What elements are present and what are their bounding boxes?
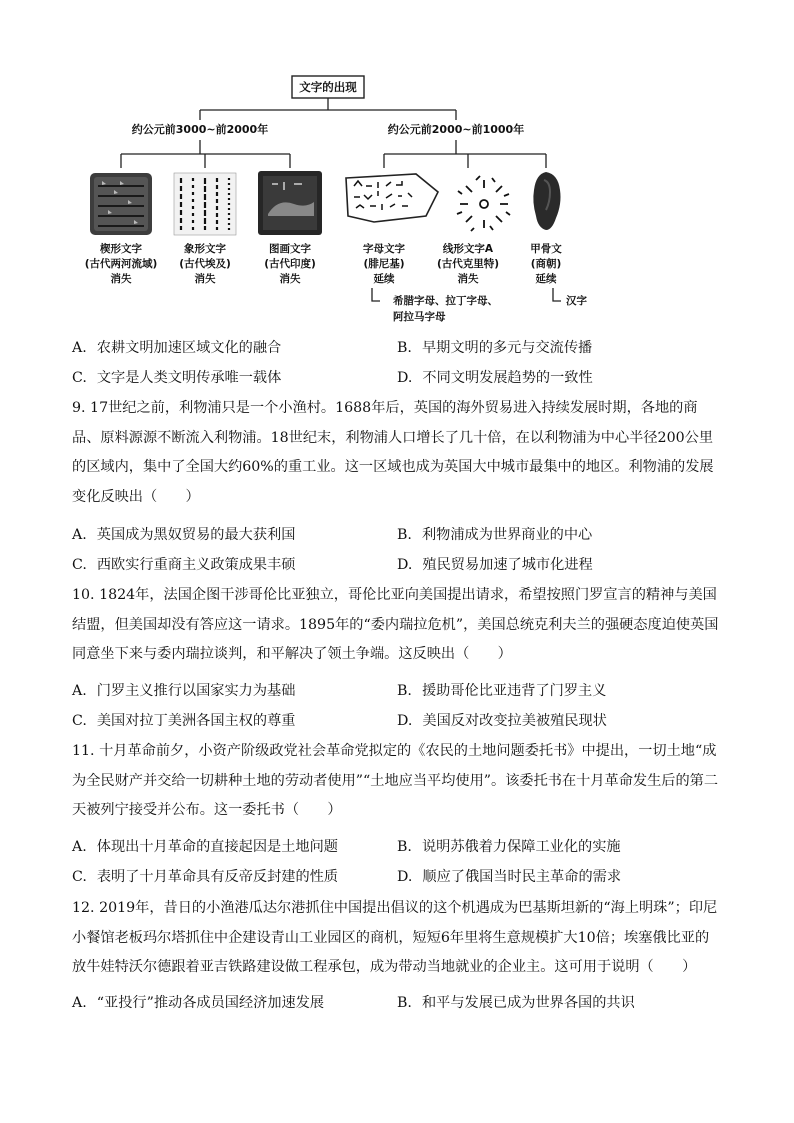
script-label-cuneiform [85, 242, 158, 285]
script-label-linear-a [437, 242, 499, 285]
q9-stem: 9. 17世纪之前，利物浦只是一个小渔村。1688年后，英国的海外贸易进入持续发展时期，各地的商品、原料源源不断流入利物浦。18世纪末，利物浦人口增长了几十倍，在以利物浦为中心半径200公里的区域内，集中了全国大约60%的重工业。这一区域也成为英国大中城市最集中的地区。利物浦的发展变化反映出（ ） [72, 400, 714, 505]
oracle-bone-icon [533, 172, 560, 230]
branch-connector-late [384, 140, 546, 168]
q11-option-a[interactable]: A. 体现出十月革命的直接起因是土地问题 [72, 839, 338, 855]
svg-text:线形文字A: 线形文字A [442, 243, 494, 255]
cuneiform-tablet-icon [90, 173, 152, 235]
svg-text:消失: 消失 [110, 273, 132, 285]
q11-option-c[interactable]: C. 表明了十月革命具有反帝反封建的性质 [72, 869, 339, 885]
q8-option-b[interactable]: B. 早期文明的多元与交流传播 [397, 340, 593, 356]
svg-text:(古代印度): (古代印度) [264, 258, 316, 270]
q10-option-a[interactable]: A. 门罗主义推行以国家实力为基础 [72, 683, 296, 699]
q12-option-a[interactable]: A. “亚投行”推动各成员国经济加速发展 [72, 995, 325, 1011]
q8-option-d[interactable]: D. 不同文明发展趋势的一致性 [397, 370, 593, 386]
svg-text:延续: 延续 [535, 273, 557, 285]
svg-text:(腓尼基): (腓尼基) [363, 258, 405, 270]
period-label-early: 约公元前3000~前2000年 [131, 123, 269, 136]
svg-text:(商朝): (商朝) [530, 258, 562, 270]
q8-option-c[interactable]: C. 文字是人类文明传承唯一载体 [72, 370, 282, 386]
q11-option-d[interactable]: D. 顺应了俄国当时民主革命的需求 [397, 869, 622, 885]
svg-text:图画文字: 图画文字 [269, 243, 311, 255]
q10-stem: 10. 1824年，法国企图干涉哥伦比亚独立，哥伦比亚向美国提出请求，希望按照门罗宣言的精神与美国结盟，但美国却没有答应这一请求。1895年的“委内瑞拉危机”，美国总统克利夫兰的强硬态度迫使英国同意坐下来与委内瑞拉谈判，和平解决了领土争端。这反映出（ ） [72, 587, 719, 662]
q9-option-c[interactable]: C. 西欧实行重商主义政策成果丰硕 [72, 557, 296, 573]
svg-text:消失: 消失 [194, 273, 216, 285]
derivative-bracket-alphabetic [372, 288, 380, 301]
q10-option-b[interactable]: B. 援助哥伦比亚违背了门罗主义 [397, 683, 607, 699]
q9-option-b[interactable]: B. 利物浦成为世界商业的中心 [397, 527, 593, 543]
script-label-hieroglyph [179, 242, 231, 285]
derivative-chinese-characters: 汉字 [566, 295, 587, 307]
svg-text:(古代两河流域): (古代两河流域) [84, 258, 158, 270]
svg-text:楔形文字: 楔形文字 [100, 243, 142, 255]
writing-origins-diagram [0, 0, 794, 330]
svg-text:字母文字: 字母文字 [363, 243, 405, 255]
svg-text:甲骨文: 甲骨文 [530, 243, 562, 255]
svg-text:消失: 消失 [457, 273, 479, 285]
q10-option-d[interactable]: D. 美国反对改变拉美被殖民现状 [397, 713, 607, 729]
script-label-oracle-bone [530, 242, 562, 285]
script-label-pictographic [264, 242, 316, 285]
q11-stem: 11. 十月革命前夕，小资产阶级政党社会革命党拟定的《农民的土地问题委托书》中提出，一切土地“成为全民财产并交给一切耕种土地的劳动者使用”“土地应当平均使用”。该委托书在十月革命发生后的第二天被列宁接受并公布。这一委托书（ ） [72, 743, 719, 818]
svg-text:象形文字: 象形文字 [184, 243, 226, 255]
q10-option-c[interactable]: C. 美国对拉丁美洲各国主权的尊重 [72, 713, 296, 729]
diagram-title: 文字的出现 [299, 80, 357, 94]
hieroglyph-inscription-icon [174, 173, 236, 235]
svg-text:消失: 消失 [279, 273, 301, 285]
phaistos-disc-icon [457, 176, 510, 231]
svg-text:(古代克里特): (古代克里特) [436, 258, 500, 270]
period-label-late: 约公元前2000~前1000年 [387, 123, 525, 136]
derivative-bracket-oracle [553, 288, 561, 301]
svg-text:延续: 延续 [373, 273, 395, 285]
script-label-alphabetic [363, 242, 405, 285]
q9-option-d[interactable]: D. 殖民贸易加速了城市化进程 [397, 557, 593, 573]
q9-option-a[interactable]: A. 英国成为黑奴贸易的最大获利国 [72, 527, 296, 543]
svg-text:(古代埃及): (古代埃及) [179, 258, 231, 270]
q12-option-b[interactable]: B. 和平与发展已成为世界各国的共识 [397, 995, 635, 1011]
indus-seal-icon [258, 171, 322, 235]
trunk-connector [200, 98, 456, 120]
branch-connector-early [121, 140, 290, 168]
derivative-alphabets-line2: 阿拉马字母 [393, 311, 446, 323]
phoenician-tablet-icon [346, 174, 438, 222]
derivative-alphabets-line1: 希腊字母、拉丁字母、 [393, 295, 498, 307]
q8-option-a[interactable]: A. 农耕文明加速区域文化的融合 [72, 340, 282, 356]
q11-option-b[interactable]: B. 说明苏俄着力保障工业化的实施 [397, 839, 621, 855]
q12-stem: 12. 2019年，昔日的小渔港瓜达尔港抓住中国提出倡议的这个机遇成为巴基斯坦新的“海上明珠”；印尼小餐馆老板玛尔塔抓住中企建设青山工业园区的商机，短短6年里将生意规模扩大10倍；埃塞俄比亚的放牛娃特沃尔德跟着亚吉铁路建设做工程承包，成为带动当地就业的企业主。这可用于说明（ ） [72, 900, 718, 975]
